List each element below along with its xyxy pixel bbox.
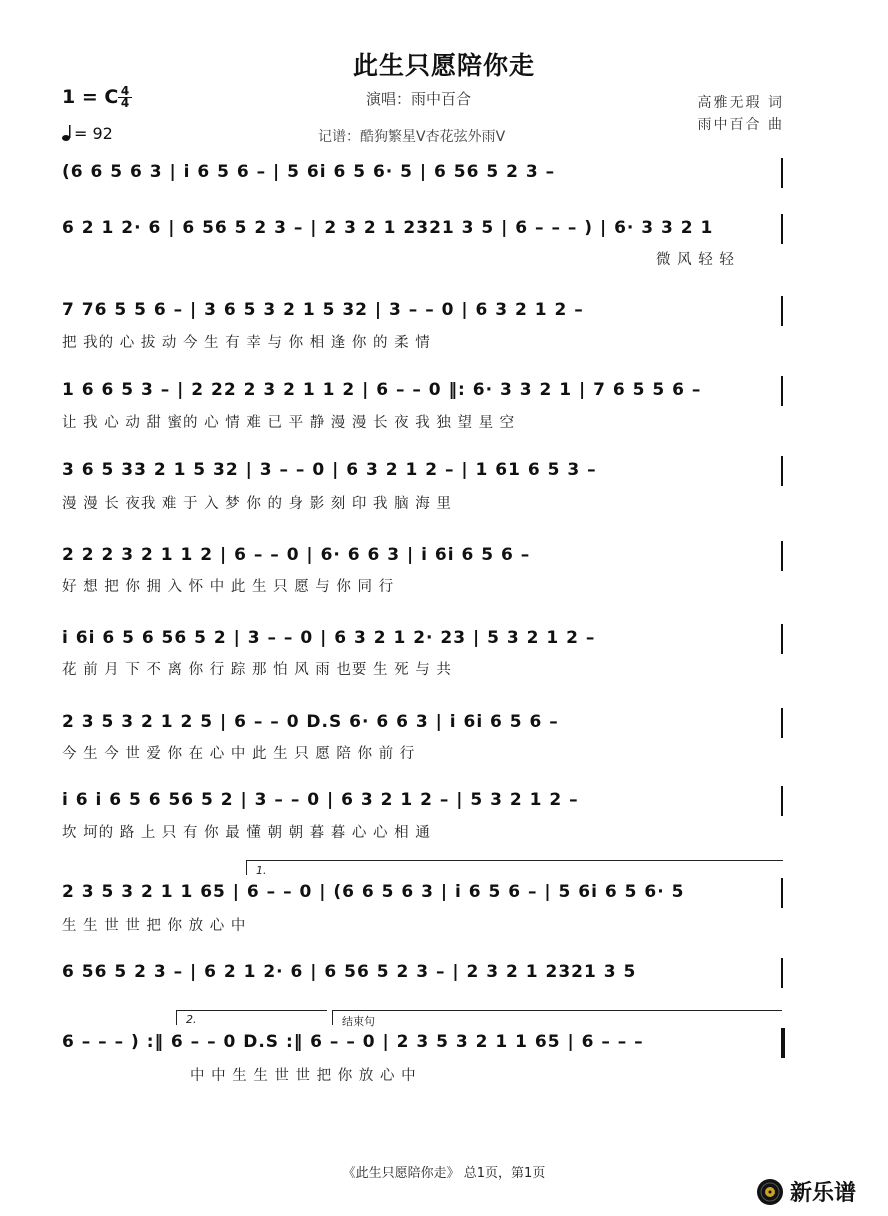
logo-text: 新乐谱: [790, 1181, 857, 1206]
score-line-9-lyrics: 坎 坷的 路 上 只 有 你 最 懂 朝 朝 暮 暮 心 心 相 通: [62, 825, 431, 841]
page-title: 此生只愿陪你走: [352, 51, 535, 80]
score-line-10-notes: 2 3 5 3 2 1 1 65 | 6 – – 0 | (6 6 5 6 3 | i 6 5 6 – | 5 6i 6 5 6· 5: [62, 882, 685, 902]
score-line-12-notes: 6 – – – ) :‖ 6 – – 0 D.S :‖ 6 – – 0 | 2 3 5 3 2 1 1 65 | 6 – – –: [62, 1032, 644, 1052]
barline: [781, 878, 783, 908]
barline: [781, 958, 783, 988]
score-line-4-notes: 1 6 6 5 3 – | 2 22 2 3 2 1 1 2 | 6 – – 0 ‖: 6· 3 3 2 1 | 7 6 5 5 6 –: [62, 380, 702, 400]
composer: 雨中百合 曲: [697, 117, 784, 133]
ending-label: 结束句: [342, 1015, 375, 1028]
volta-bracket-1: [246, 860, 783, 875]
barline: [781, 541, 783, 571]
score-line-1-notes: (6 6 5 6 3 | i 6 5 6 – | 5 6i 6 5 6· 5 | 6 56 5 2 3 –: [62, 162, 556, 182]
tempo-mark: [62, 124, 113, 143]
tempo-value: = 92: [74, 124, 113, 143]
score-line-6-notes: 2 2 2 3 2 1 1 2 | 6 – – 0 | 6· 6 6 3 | i 6i 6 5 6 –: [62, 545, 531, 565]
barline: [781, 296, 783, 326]
barline: [781, 708, 783, 738]
volta-bracket-2: [176, 1010, 327, 1025]
score-line-3-notes: 7 76 5 5 6 – | 3 6 5 3 2 1 5 32 | 3 – – 0 | 6 3 2 1 2 –: [62, 300, 584, 320]
barline: [781, 376, 783, 406]
score-line-2-lyrics: 微 风 轻 轻: [656, 252, 735, 268]
volta-label-2: 2.: [186, 1013, 197, 1026]
singer: 演唱：雨中百合: [366, 90, 472, 108]
lyricist: 高雅无瑕 词: [697, 95, 784, 111]
barline: [781, 786, 783, 816]
time-signature: [118, 86, 132, 109]
ending-bracket: [332, 1010, 782, 1025]
vinyl-record-icon: [756, 1178, 784, 1206]
score-line-10-lyrics: 生 生 世 世 把 你 放 心 中: [62, 918, 247, 934]
time-top: 4: [120, 84, 130, 98]
barline: [781, 158, 783, 188]
quarter-note-icon: [62, 124, 72, 142]
score-line-6-lyrics: 好 想 把 你 拥 入 怀 中 此 生 只 愿 与 你 同 行: [62, 579, 395, 595]
score-line-8-lyrics: 今 生 今 世 爱 你 在 心 中 此 生 只 愿 陪 你 前 行: [62, 746, 416, 762]
time-bottom: 4: [120, 96, 130, 110]
score-line-2-notes: 6 2 1 2· 6 | 6 56 5 2 3 – | 2 3 2 1 2321 3 5 | 6 – – – ) | 6· 3 3 2 1: [62, 218, 714, 238]
score-line-7-lyrics: 花 前 月 下 不 离 你 行 踪 那 怕 风 雨 也要 生 死 与 共: [62, 662, 452, 678]
site-logo: [756, 1176, 856, 1207]
score-line-8-notes: 2 3 5 3 2 1 2 5 | 6 – – 0 D.S 6· 6 6 3 | i 6i 6 5 6 –: [62, 712, 559, 732]
volta-label-1: 1.: [256, 864, 267, 877]
score-line-12-lyrics: 中 中 生 生 世 世 把 你 放 心 中: [190, 1068, 417, 1084]
score-line-4-lyrics: 让 我 心 动 甜 蜜的 心 情 难 已 平 静 漫 漫 长 夜 我 独 望 星 空: [62, 415, 516, 431]
final-barline: [781, 1028, 785, 1058]
score-line-7-notes: i 6i 6 5 6 56 5 2 | 3 – – 0 | 6 3 2 1 2· 23 | 5 3 2 1 2 –: [62, 628, 596, 648]
scribe: 记谱：酷狗繁星V杏花弦外雨V: [318, 129, 506, 145]
score-line-11-notes: 6 56 5 2 3 – | 6 2 1 2· 6 | 6 56 5 2 3 – | 2 3 2 1 2321 3 5: [62, 962, 637, 982]
score-line-5-lyrics: 漫 漫 长 夜我 难 于 入 梦 你 的 身 影 刻 印 我 脑 海 里: [62, 496, 452, 512]
score-line-5-notes: 3 6 5 33 2 1 5 32 | 3 – – 0 | 6 3 2 1 2 – | 1 61 6 5 3 –: [62, 460, 597, 480]
key-signature: 1 = C: [62, 86, 119, 108]
barline: [781, 456, 783, 486]
page-footer: 《此生只愿陪你走》 总1页，第1页: [342, 1166, 546, 1181]
score-line-3-lyrics: 把 我的 心 拔 动 今 生 有 幸 与 你 相 逢 你 的 柔 情: [62, 335, 431, 351]
barline: [781, 624, 783, 654]
score-line-9-notes: i 6 i 6 5 6 56 5 2 | 3 – – 0 | 6 3 2 1 2 – | 5 3 2 1 2 –: [62, 790, 579, 810]
barline: [781, 214, 783, 244]
